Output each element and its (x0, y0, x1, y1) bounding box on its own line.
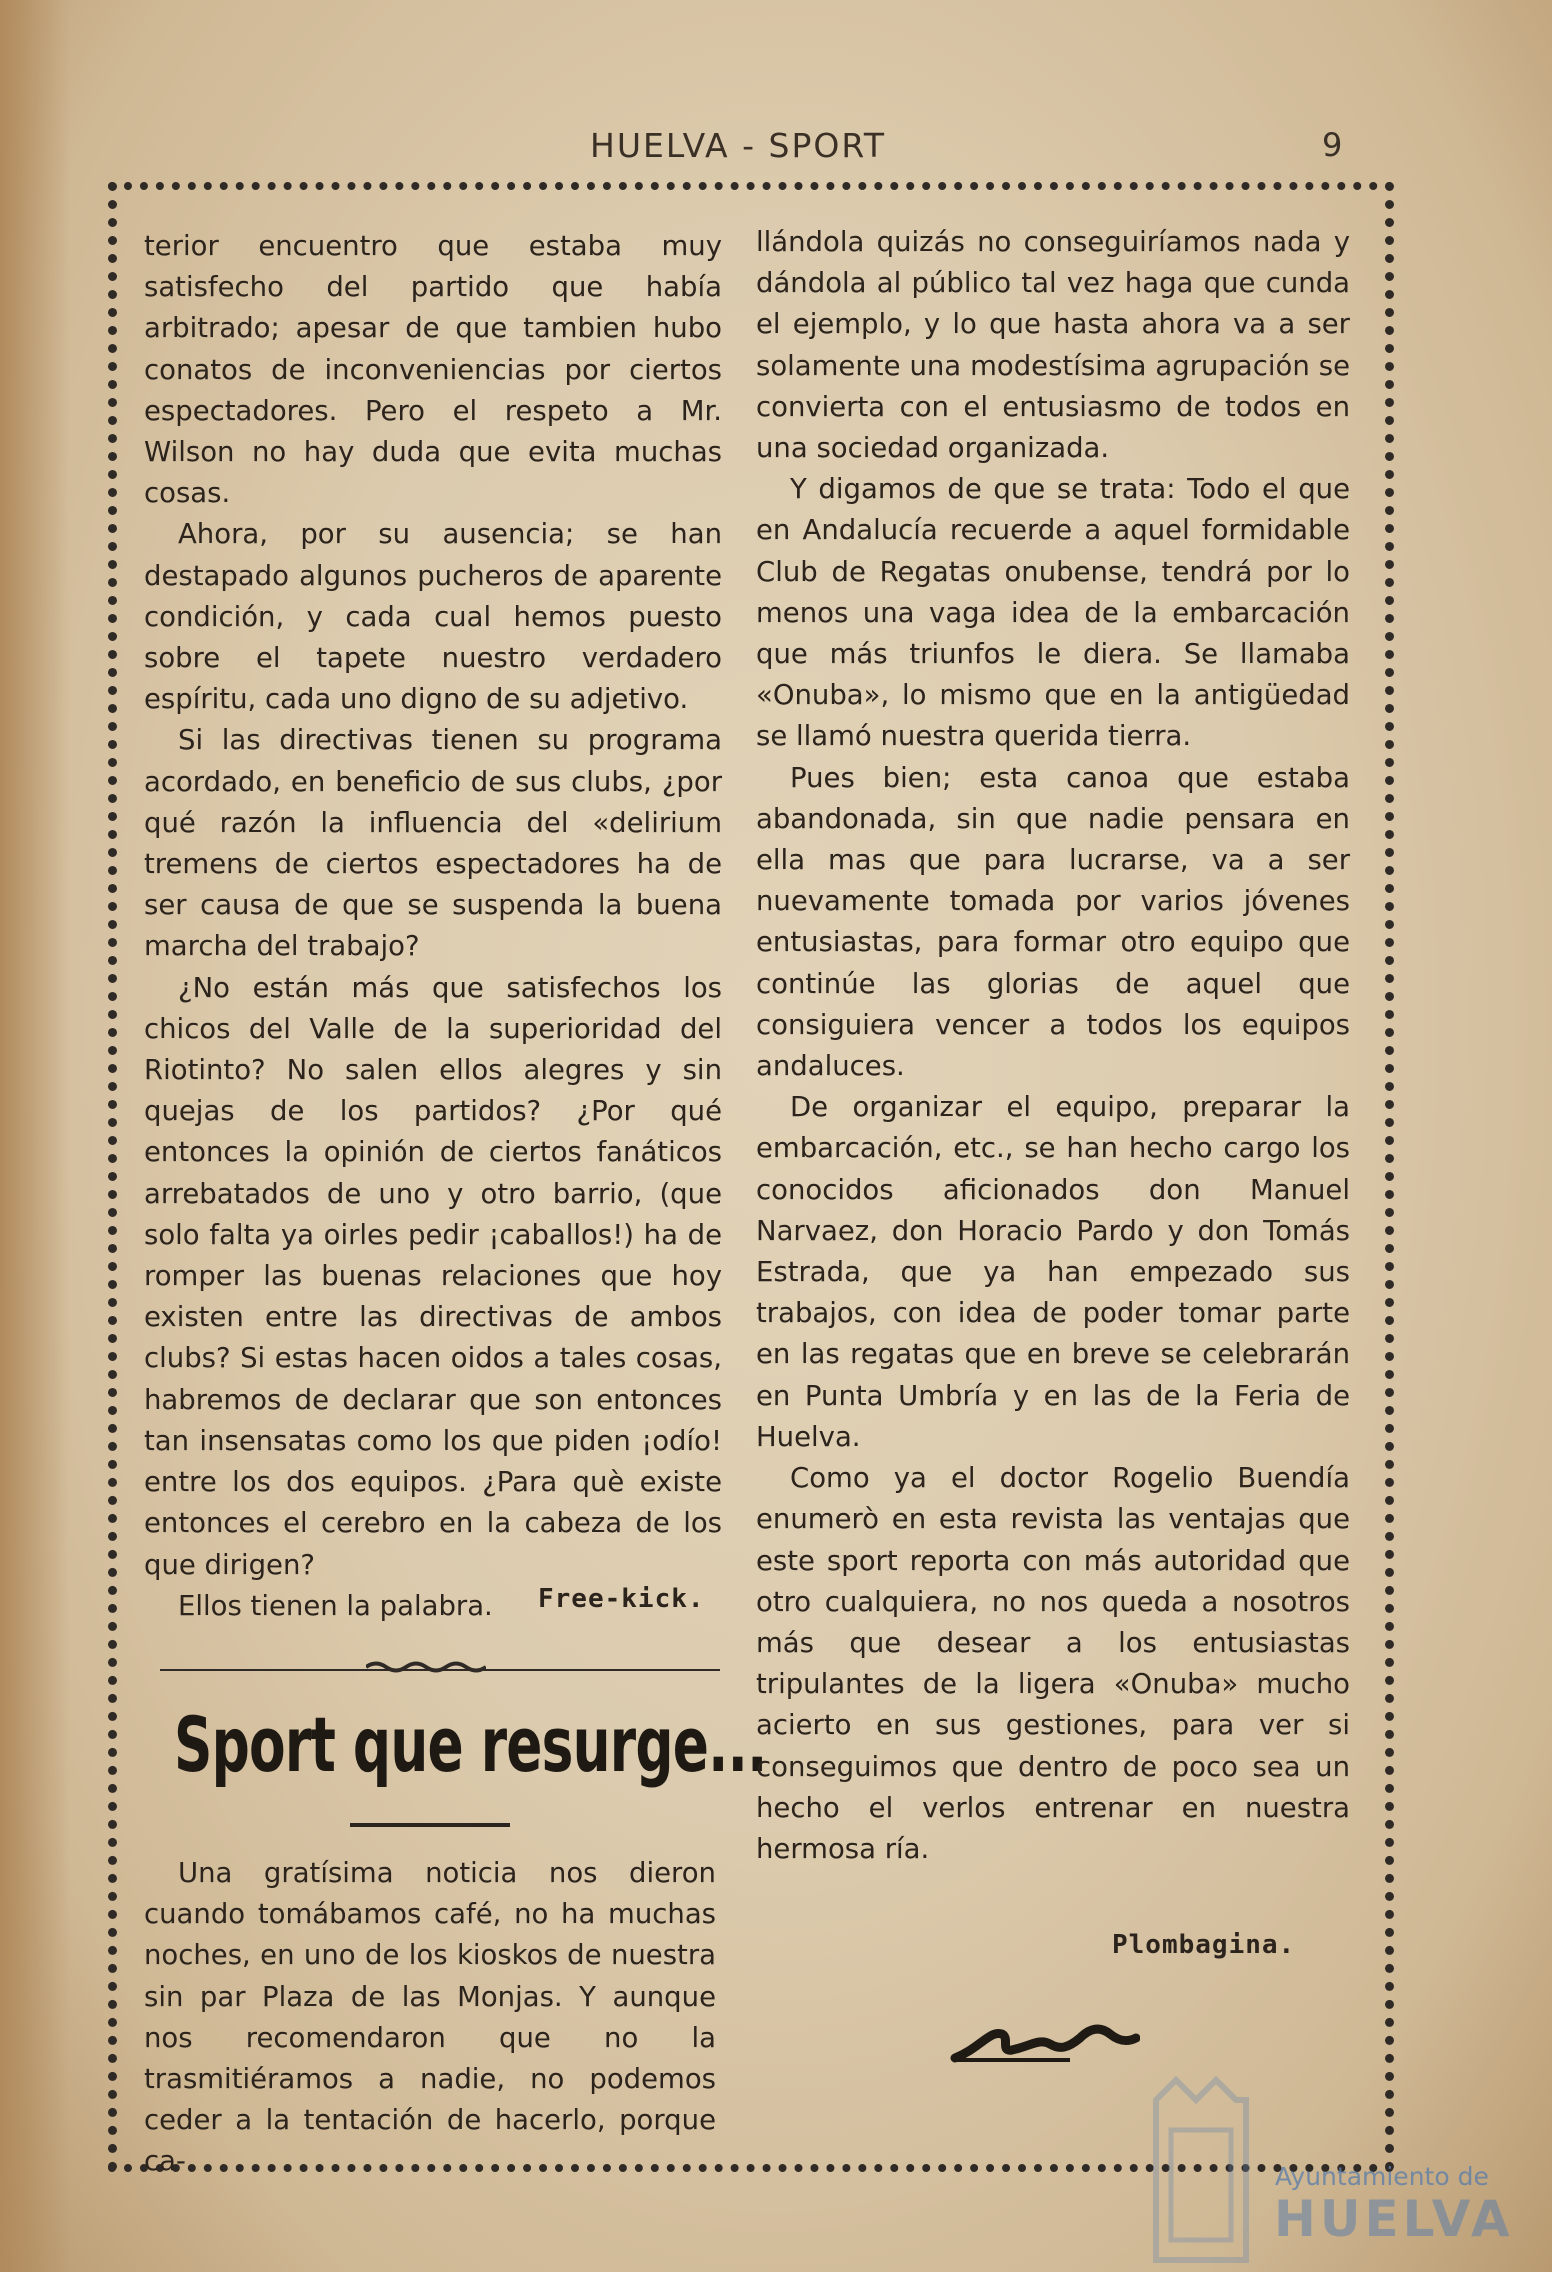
page-edge-shadow (0, 0, 70, 2272)
watermark-line1: Ayuntamiento de (1275, 2162, 1489, 2191)
paragraph: llándola quizás no conseguiríamos nada y dándola al público tal vez haga que cunda el ejemplo, y lo que hasta ahora va a ser solamente una modestísima agrupación se convierta con el entusiasmo de todos en una sociedad organizada. (756, 226, 1350, 465)
paragraph: ¿No están más que satisfechos los chicos del Valle de la superioridad del Riotinto? No salen ellos alegres y sin quejas de los partidos? ¿Por qué entonces la opinión de ciertos fanáticos arrebatados de uno y otro barrio, (que solo falta ya oirles pedir ¡caballos!) ha de romper las buenas relaciones que hoy existen entre las directivas de ambos clubs? Si estas hacen oidos a tales cosas, habremos de declarar que son entonces tan insensatas como los que piden ¡odío! entre los dos equipos. ¿Para què existe entonces el cerebro en la cabeza de los que dirigen? (144, 971, 722, 1581)
article-body-continued (756, 222, 1350, 1870)
watermark-line2: HUELVA (1274, 2190, 1514, 2248)
running-head: HUELVA - SPORT (590, 126, 887, 165)
paragraph: Como ya el doctor Rogelio Buendía enumerò en esta revista las ventajas que este sport reporta con más autoridad que otro cualquiera, no nos queda a nosotros más que desear a los entusiastas tripulantes de la ligera «Onuba» mucho acierto en sus gestiones, para ver si conseguimos que dentro de poco sea un hecho el verlos entrenar en nuestra hermosa ría. (756, 1462, 1350, 1865)
paragraph: Si las directivas tienen su programa acordado, en beneficio de sus clubs, ¿por qué razón la influencia del «delirium tremens de ciertos espectadores ha de ser causa de que se suspenda la buena marcha del trabajo? (144, 724, 722, 963)
article-headline: Sport que resurge... (174, 1700, 767, 1789)
page-number: 9 (1322, 126, 1343, 164)
signature-free-kick: Free-kick. (538, 1584, 705, 1614)
paragraph: De organizar el equipo, preparar la embarcación, etc., se han hecho cargo los conocidos aficionados don Manuel Narvaez, don Horacio Pardo y don Tomás Estrada, que ya han empezado sus trabajos, con idea de poder tomar parte en las regatas que en breve se celebrarán en Punta Umbría y en las de la Feria de Huelva. (756, 1091, 1350, 1453)
article-continuation (144, 226, 722, 1627)
paragraph: Ellos tienen la palabra. (178, 1589, 493, 1622)
signature-plombagina: Plombagina. (1112, 1930, 1296, 1960)
paragraph: Ahora, por su ausencia; se han destapado algunos pucheros de aparente condición, y cada cual hemos puesto sobre el tapete nuestro verdadero espíritu, cada uno digno de su adjetivo. (144, 518, 722, 716)
flourish-ornament (950, 2008, 1140, 2068)
paragraph: terior encuentro que estaba muy satisfecho del partido que había arbitrado; apesar de que tambien hubo conatos de inconveniencias por ciertos espectadores. Pero el respeto a Mr. Wilson no hay duda que evita muchas cosas. (144, 230, 722, 510)
paragraph: Una gratísima noticia nos dieron cuando tomábamos café, no ha muchas noches, en uno de los kioskos de nuestra sin par Plaza de las Monjas. Y aunque nos recomendaron que no la trasmitiéramos a nadie, no podemos ceder a la tentación de hacerlo, porque ca- (144, 1857, 716, 2178)
paragraph: Pues bien; esta canoa que estaba abandonada, sin que nadie pensara en ella mas que para lucrarse, va a ser nuevamente tomada por varios jóvenes entusiastas, para formar otro equipo que continúe las glorias de aquel que consiguiera vencer a todos los equipos andaluces. (756, 761, 1350, 1083)
headline-underline (350, 1823, 510, 1827)
paragraph: Y digamos de que se trata: Todo el que en Andalucía recuerde a aquel formidable Club de Regatas onubense, tendrá por lo menos una vaga idea de la embarcación que más triunfos le diera. Se llamaba «Onuba», lo mismo que en la antigüedad se llamó nuestra querida tierra. (756, 473, 1350, 753)
article-body-start (144, 1853, 716, 2183)
divider-ornament (366, 1660, 486, 1674)
